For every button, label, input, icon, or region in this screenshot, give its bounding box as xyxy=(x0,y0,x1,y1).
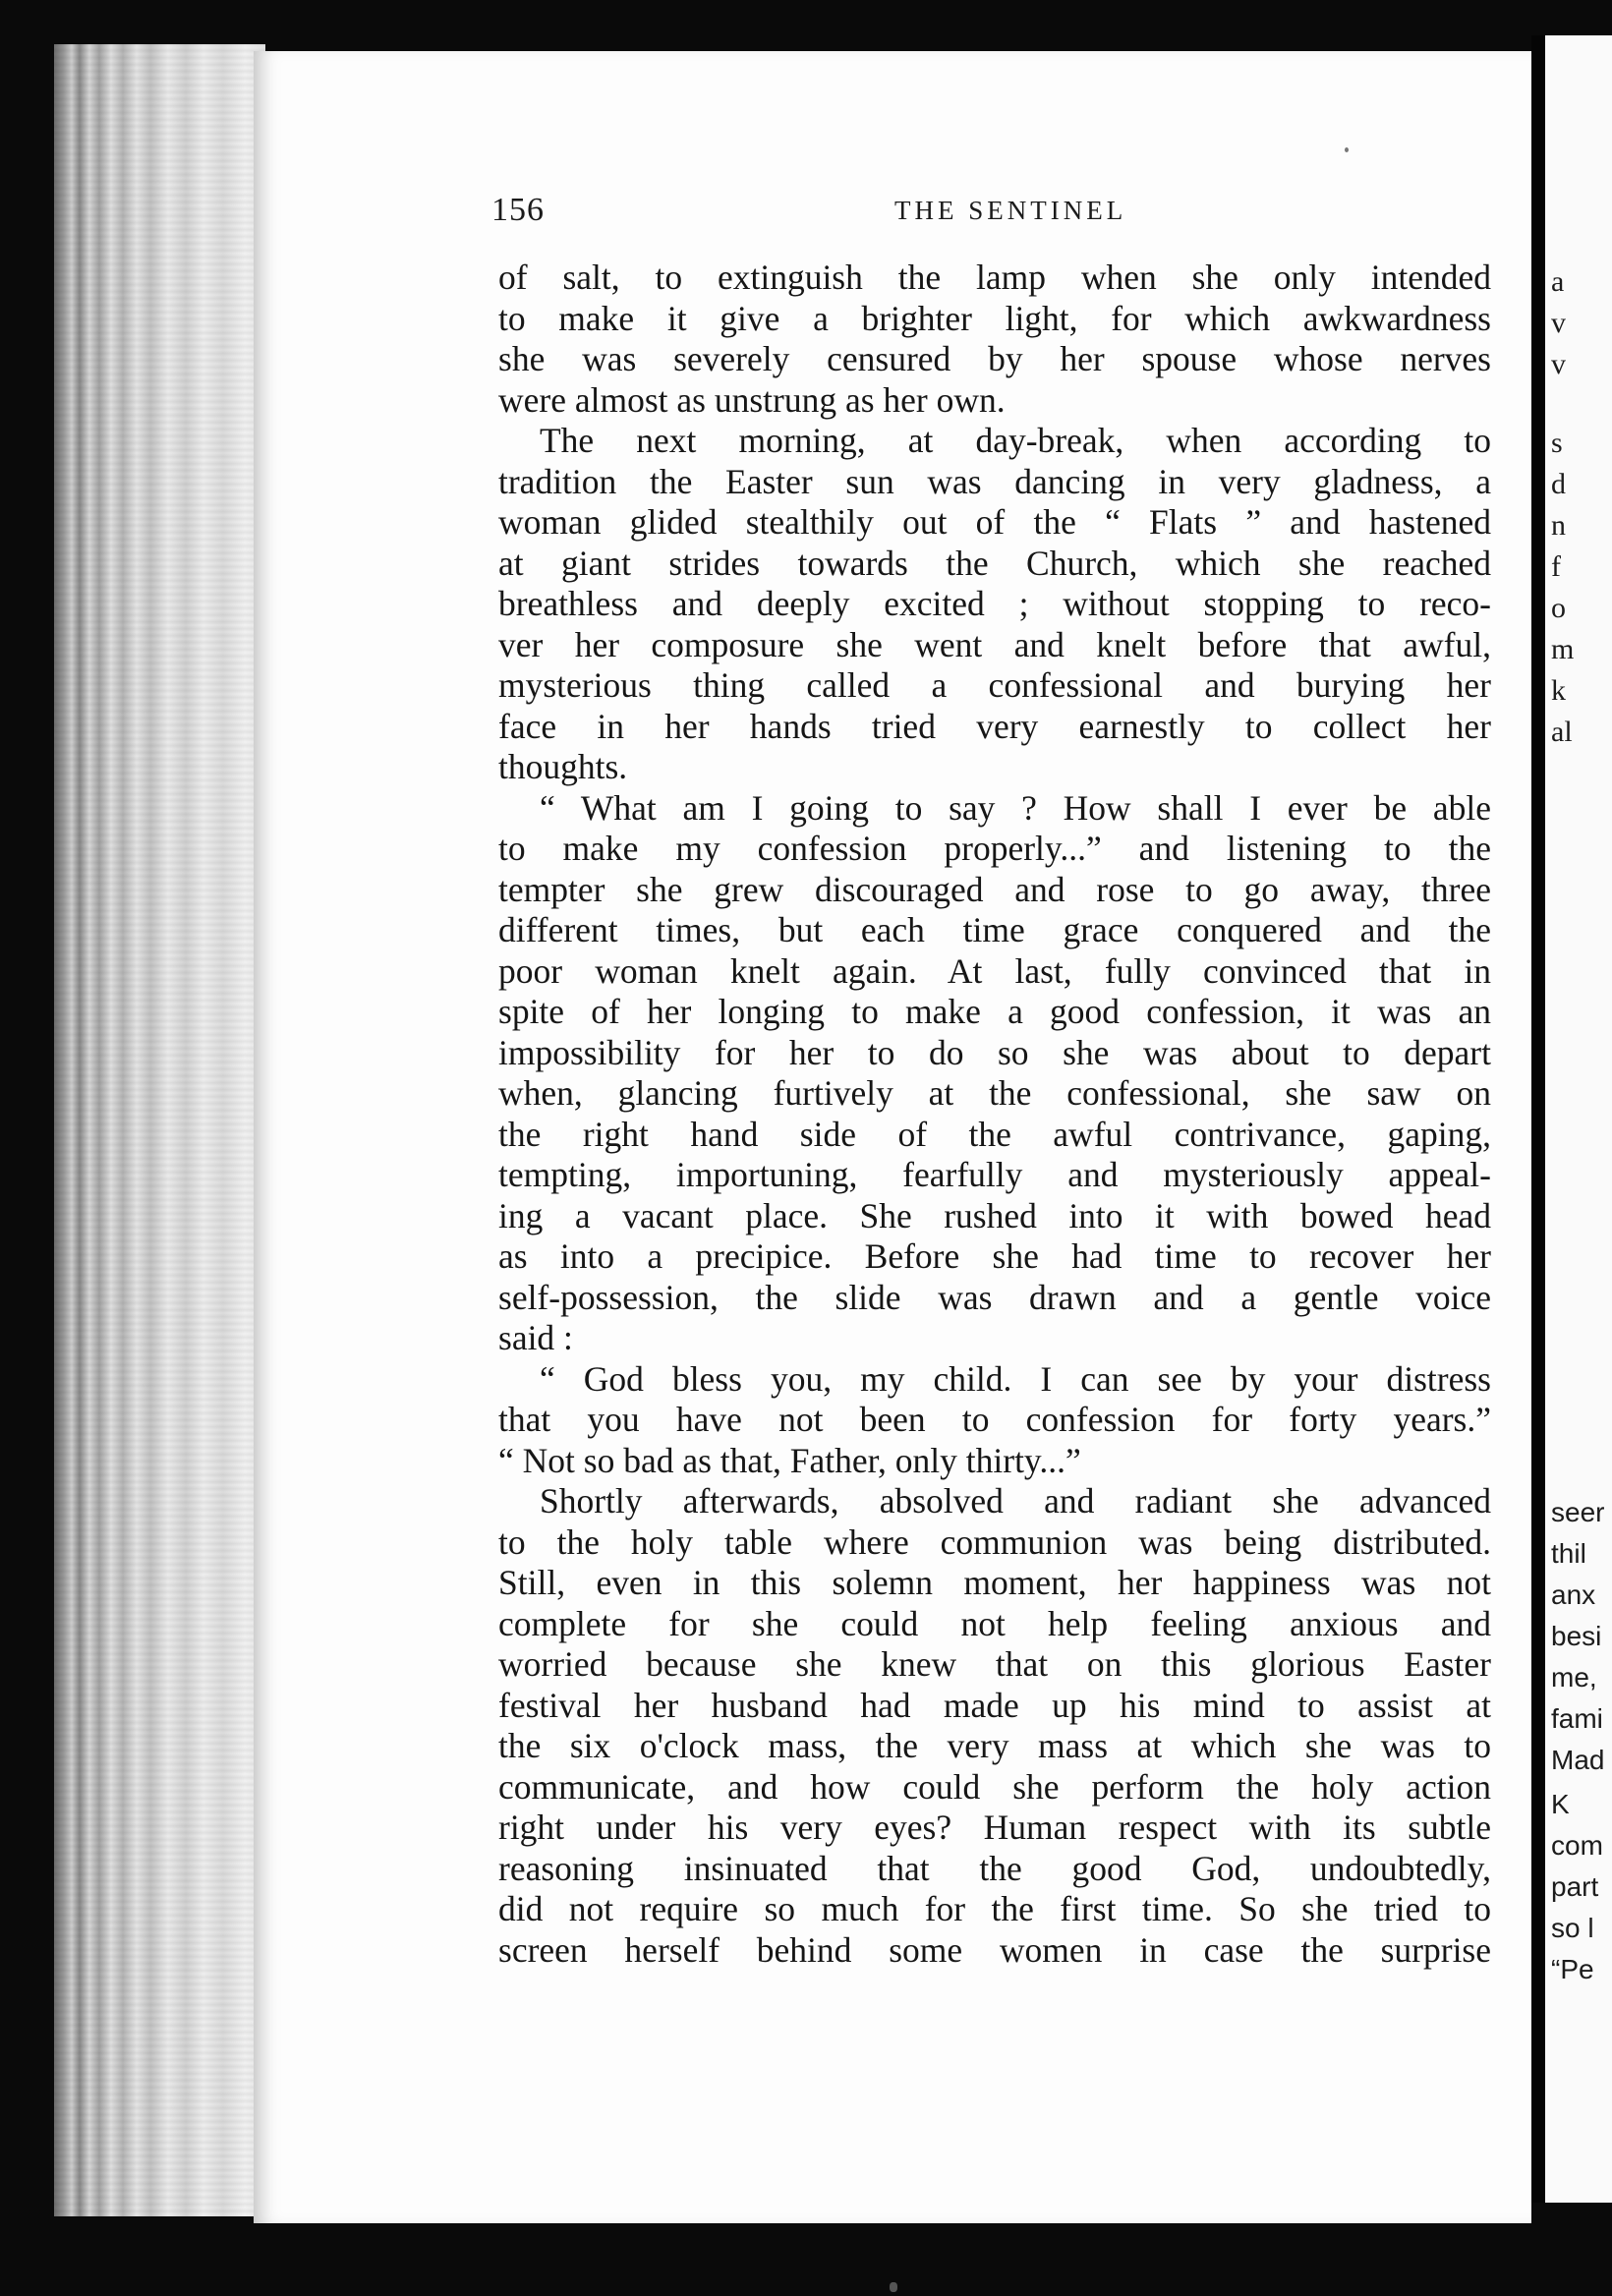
text-line: self-possession, the slide was drawn and a gentle voice xyxy=(498,1277,1491,1317)
text-line: The next morning, at day-break, when according to xyxy=(540,421,1491,460)
facing-page-fragment: v xyxy=(1551,348,1566,380)
facing-page-fragment: Mad xyxy=(1551,1745,1605,1775)
text-line: tempter she grew discouraged and rose to go away, three xyxy=(498,869,1491,909)
text-line: woman glided stealthily out of the “ Flats ” and hastened xyxy=(498,502,1491,542)
text-line: reasoning insinuated that the good God, undoubtedly, xyxy=(498,1848,1491,1888)
text-line: communicate, and how could she perform the holy action xyxy=(498,1766,1491,1807)
text-line: ing a vacant place. She rushed into it with bowed head xyxy=(498,1195,1491,1235)
text-line: spite of her longing to make a good confession, it was an xyxy=(498,992,1491,1031)
text-line: mysterious thing called a confessional and burying her xyxy=(498,665,1491,705)
facing-page-fragment: n xyxy=(1551,509,1566,542)
facing-page-fragment: o xyxy=(1551,592,1566,624)
facing-page-fragment: anx xyxy=(1551,1579,1596,1610)
text-line: complete for she could not help feeling anxious and xyxy=(498,1603,1491,1643)
text-line: “ Not so bad as that, Father, only thirty...” xyxy=(498,1440,1081,1480)
facing-page-fragment: “Pe xyxy=(1551,1954,1594,1984)
page-number: 156 xyxy=(491,192,545,228)
text-line: as into a precipice. Before she had time to recover her xyxy=(498,1236,1491,1276)
facing-page-fragment: so l xyxy=(1551,1913,1594,1943)
text-line: different times, but each time grace conquered and the xyxy=(498,910,1491,949)
text-line: tempting, importuning, fearfully and mysteriously appeal- xyxy=(498,1155,1491,1194)
facing-page-fragment: fami xyxy=(1551,1703,1603,1734)
facing-page-fragment: seer xyxy=(1551,1497,1605,1527)
text-line: breathless and deeply excited ; without stopping to reco- xyxy=(498,584,1491,623)
page-edges xyxy=(54,44,265,2216)
facing-page-fragment: al xyxy=(1551,716,1573,748)
text-line: face in her hands tried very earnestly to collect her xyxy=(498,706,1491,746)
facing-page-fragment: thil xyxy=(1551,1538,1586,1569)
text-line: to make it give a brighter light, for which awkwardness xyxy=(498,298,1491,338)
text-line: did not require so much for the first time. So she tried to xyxy=(498,1889,1491,1928)
text-line: worried because she knew that on this glorious Easter xyxy=(498,1644,1491,1684)
facing-page-fragment: m xyxy=(1551,633,1575,665)
text-line: to make my confession properly...” and listening to the xyxy=(498,829,1491,868)
text-line: that you have not been to confession for forty years.” xyxy=(498,1400,1491,1439)
dust-speck xyxy=(890,2282,897,2292)
facing-page xyxy=(1531,35,1612,2203)
text-line: Shortly afterwards, absolved and radiant she advanced xyxy=(540,1481,1491,1521)
text-line: “ God bless you, my child. I can see by your distress xyxy=(540,1358,1491,1399)
page-header xyxy=(491,192,1489,231)
dust-speck xyxy=(1345,147,1349,152)
text-line: impossibility for her to do so she was about to depart xyxy=(498,1032,1491,1072)
facing-page-fragment: d xyxy=(1551,468,1566,500)
running-title: THE SENTINEL xyxy=(894,196,1127,225)
text-line: poor woman knelt again. At last, fully convinced that in xyxy=(498,950,1491,991)
facing-page-fragment: K xyxy=(1551,1789,1570,1819)
text-line: when, glancing furtively at the confessional, she saw on xyxy=(498,1073,1491,1113)
facing-page-fragment: me, xyxy=(1551,1662,1597,1693)
text-line: were almost as unstrung as her own. xyxy=(498,379,1006,420)
facing-page-fragment: s xyxy=(1551,427,1563,459)
facing-page-fragment: part xyxy=(1551,1871,1599,1902)
text-line: said : xyxy=(498,1318,573,1357)
body-text xyxy=(498,258,1491,1971)
text-line: “ What am I going to say ? How shall I ever be able xyxy=(540,787,1491,828)
text-line: ver her composure she went and knelt before that awful, xyxy=(498,624,1491,664)
facing-page-fragment: besi xyxy=(1551,1621,1602,1651)
text-line: thoughts. xyxy=(498,747,628,786)
facing-page-fragment: v xyxy=(1551,307,1566,339)
text-line: the six o'clock mass, the very mass at which she was to xyxy=(498,1726,1491,1765)
facing-page-fragment: f xyxy=(1551,550,1561,583)
text-line: Still, even in this solemn moment, her happiness was not xyxy=(498,1563,1491,1602)
text-line: festival her husband had made up his mind to assist at xyxy=(498,1685,1491,1725)
text-line: the right hand side of the awful contrivance, gaping, xyxy=(498,1114,1491,1154)
text-line: of salt, to extinguish the lamp when she only intended xyxy=(498,258,1491,297)
facing-page-fragment: com xyxy=(1551,1830,1603,1861)
text-line: screen herself behind some women in case the surprise xyxy=(498,1929,1491,1970)
text-line: to the holy table where communion was being distributed. xyxy=(498,1521,1491,1562)
text-line: tradition the Easter sun was dancing in very gladness, a xyxy=(498,461,1491,501)
text-line: at giant strides towards the Church, which she reached xyxy=(498,543,1491,583)
facing-page-fragment: k xyxy=(1551,674,1566,707)
text-line: right under his very eyes? Human respect with its subtle xyxy=(498,1808,1491,1847)
text-line: she was severely censured by her spouse whose nerves xyxy=(498,339,1491,378)
facing-page-fragment: a xyxy=(1551,265,1565,298)
